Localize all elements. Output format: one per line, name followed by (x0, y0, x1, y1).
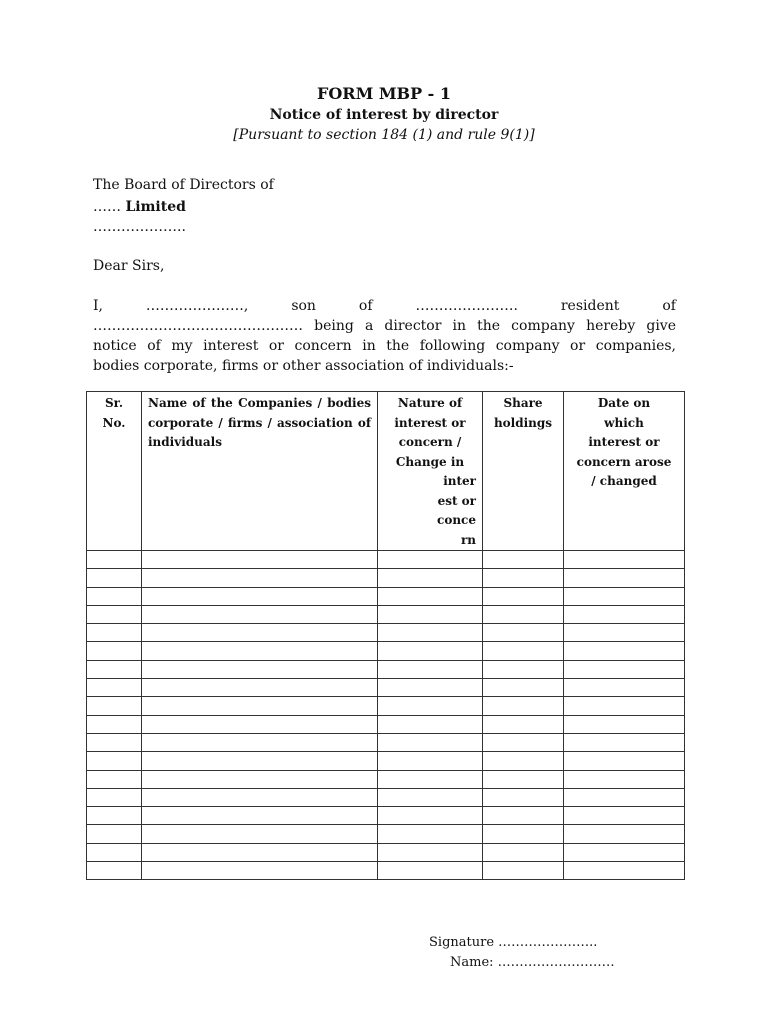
table-cell (564, 551, 685, 569)
table-cell (142, 770, 378, 788)
table-cell (483, 825, 564, 843)
table-cell (87, 679, 142, 697)
table-cell (564, 679, 685, 697)
table-cell (378, 807, 483, 825)
table-row (87, 551, 685, 569)
table-cell (483, 642, 564, 660)
notice-word: son (291, 298, 316, 314)
table-row (87, 624, 685, 642)
table-cell (87, 843, 142, 861)
table-cell (378, 587, 483, 605)
table-row (87, 733, 685, 751)
table-row (87, 642, 685, 660)
table-cell (483, 807, 564, 825)
table-cell (142, 752, 378, 770)
form-pursuant-note: [Pursuant to section 184 (1) and rule 9(1)] (233, 127, 535, 143)
header-share-holdings: Share holdings (483, 392, 564, 551)
table-cell (87, 697, 142, 715)
salutation: Dear Sirs, (93, 258, 165, 274)
table-cell (378, 624, 483, 642)
table-cell (564, 770, 685, 788)
table-cell (142, 642, 378, 660)
interest-table (86, 391, 685, 880)
table-cell (142, 733, 378, 751)
table-cell (142, 679, 378, 697)
table-cell (142, 697, 378, 715)
table-cell (378, 733, 483, 751)
notice-word: resident (560, 298, 620, 314)
table-cell (378, 715, 483, 733)
table-cell (564, 752, 685, 770)
table-cell (564, 715, 685, 733)
notice-word: of (358, 298, 373, 314)
table-row (87, 807, 685, 825)
table-cell (564, 605, 685, 623)
table-cell (483, 569, 564, 587)
table-row (87, 587, 685, 605)
table-cell (483, 862, 564, 880)
table-cell (378, 770, 483, 788)
table-cell (378, 679, 483, 697)
table-cell (142, 715, 378, 733)
table-cell (142, 788, 378, 806)
table-cell (142, 605, 378, 623)
table-row (87, 752, 685, 770)
table-header-row (87, 392, 685, 551)
table-cell (87, 862, 142, 880)
table-cell (142, 587, 378, 605)
notice-word: of (662, 298, 676, 314)
table-row (87, 697, 685, 715)
table-row (87, 569, 685, 587)
table-cell (483, 788, 564, 806)
addressee-company-line (93, 199, 186, 215)
table-cell (483, 770, 564, 788)
table-cell (142, 624, 378, 642)
table-cell (483, 660, 564, 678)
table-row (87, 788, 685, 806)
header-date-interest-arose: Date on which interest or concern arose / changed (564, 392, 685, 551)
notice-word: I, (93, 298, 103, 314)
notice-row-2: ……………………………………… being a director in the company hereby give (93, 318, 676, 334)
table-cell (87, 624, 142, 642)
table-cell (483, 679, 564, 697)
table-cell (483, 605, 564, 623)
table-cell (142, 843, 378, 861)
table-cell (483, 715, 564, 733)
table-cell (378, 752, 483, 770)
table-cell (87, 788, 142, 806)
table-cell (483, 733, 564, 751)
table-cell (564, 825, 685, 843)
table-cell (87, 587, 142, 605)
form-subtitle: Notice of interest by director (269, 107, 499, 123)
table-cell (87, 642, 142, 660)
table-cell (564, 624, 685, 642)
table-cell (378, 788, 483, 806)
table-cell (564, 697, 685, 715)
table-row (87, 660, 685, 678)
table-cell (564, 862, 685, 880)
table-cell (564, 788, 685, 806)
table-cell (378, 660, 483, 678)
table-cell (87, 770, 142, 788)
table-body (87, 551, 685, 880)
table-cell (483, 843, 564, 861)
table-cell (378, 551, 483, 569)
table-row (87, 770, 685, 788)
table-cell (483, 752, 564, 770)
table-cell (378, 605, 483, 623)
table-row (87, 862, 685, 880)
name-line: Name: ……………………… (450, 955, 615, 970)
table-cell (564, 660, 685, 678)
table-cell (564, 733, 685, 751)
table-row (87, 679, 685, 697)
table-cell (564, 642, 685, 660)
table-cell (564, 569, 685, 587)
table-cell (378, 843, 483, 861)
table-cell (87, 569, 142, 587)
table-cell (378, 642, 483, 660)
limited-label: Limited (125, 199, 186, 215)
table-cell (87, 825, 142, 843)
table-cell (483, 551, 564, 569)
table-cell (87, 715, 142, 733)
table-cell (564, 807, 685, 825)
table-cell (142, 660, 378, 678)
signature-line: Signature ………………….. (429, 935, 598, 950)
father-name-blank: …………………. (415, 298, 518, 314)
notice-row-1 (93, 296, 676, 316)
table-cell (142, 862, 378, 880)
table-cell (564, 843, 685, 861)
table-row (87, 843, 685, 861)
table-cell (142, 551, 378, 569)
form-title: FORM MBP - 1 (316, 84, 452, 103)
table-cell (87, 733, 142, 751)
notice-row-3: notice of my interest or concern in the following company or companies, (93, 338, 676, 354)
addressee-address-blank: ……………….. (93, 219, 186, 235)
table-cell (483, 624, 564, 642)
table-cell (87, 752, 142, 770)
director-name-blank: …………………, (145, 298, 249, 314)
table-cell (378, 569, 483, 587)
notice-row-4: bodies corporate, firms or other association of individuals:- (93, 358, 514, 374)
header-nature-of-interest: Nature of interest or concern / Change in inter est or conce rn (378, 392, 483, 551)
table-cell (378, 697, 483, 715)
table-cell (483, 697, 564, 715)
table-row (87, 715, 685, 733)
table-cell (87, 660, 142, 678)
header-company-name: Name of the Companies / bodies corporate / firms / association of individuals (142, 392, 378, 551)
table-cell (142, 807, 378, 825)
table-cell (142, 825, 378, 843)
table-cell (87, 807, 142, 825)
table-cell (483, 587, 564, 605)
table-cell (142, 569, 378, 587)
table-cell (564, 587, 685, 605)
addressee-line: The Board of Directors of (93, 177, 274, 193)
header-sr-no: Sr. No. (87, 392, 142, 551)
table-cell (378, 825, 483, 843)
table-cell (87, 551, 142, 569)
table-cell (378, 862, 483, 880)
company-name-blank: …… (93, 199, 126, 215)
table-row (87, 605, 685, 623)
notice-paragraph (93, 296, 676, 376)
table-row (87, 825, 685, 843)
table-cell (87, 605, 142, 623)
